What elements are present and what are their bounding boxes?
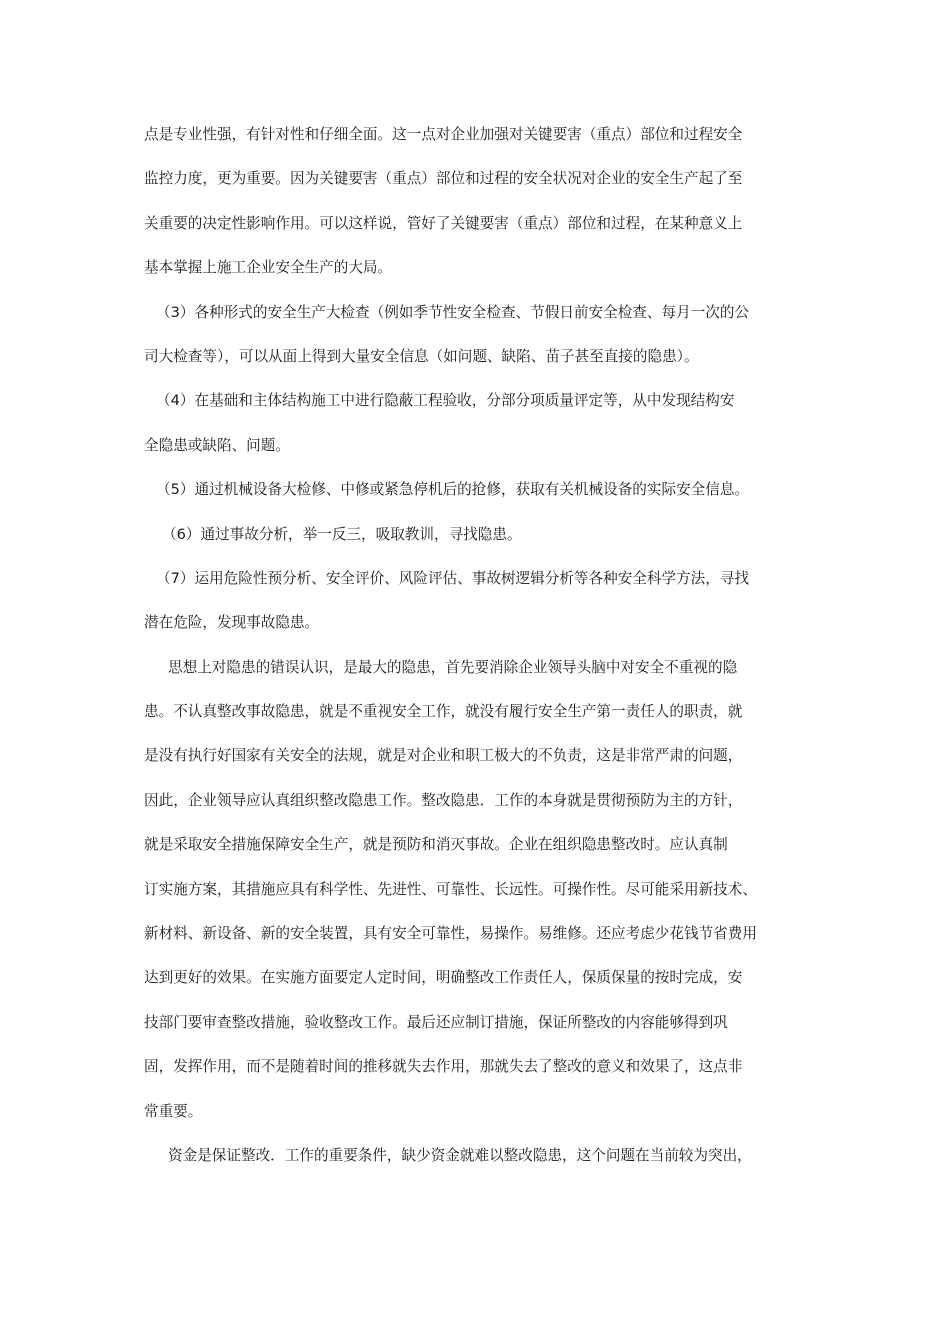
list-item-5: （5）通过机械设备大检修、中修或紧急停机后的抢修，获取有关机械设备的实际安全信息。 (156, 481, 750, 499)
paragraph-line: 司大检查等），可以从面上得到大量安全信息（如问题、缺陷、苗子甚至直接的隐患）。 (144, 347, 699, 365)
paragraph-line: 订实施方案，其措施应具有科学性、先进性、可靠性、长远性。可操作性。尽可能采用新技术、 (144, 880, 757, 898)
list-item-4: （4）在基础和主体结构施工中进行隐蔽工程验收，分部分项质量评定等，从中发现结构安 (156, 392, 735, 410)
paragraph-line: 关重要的决定性影响作用。可以这样说，管好了关键要害（重点）部位和过程，在某种意义上 (144, 214, 743, 232)
document-body (144, 124, 814, 1189)
list-item-6: （6）通过事故分析，举一反三，吸取教训，寻找隐患。 (162, 525, 522, 543)
paragraph-line: 固，发挥作用，而不是随着时间的推移就失去作用，那就失去了整改的意义和效果了，这点非 (144, 1058, 743, 1076)
paragraph-line: 点是专业性强，有针对性和仔细全面。这一点对企业加强对关键要害（重点）部位和过程安全 (144, 126, 743, 143)
paragraph-line: 潜在危险，发现事故隐患。 (144, 614, 320, 632)
list-item-3: （3）各种形式的安全生产大检查（例如季节性安全检查、节假日前安全检查、每月一次的公 (156, 303, 750, 321)
paragraph-line: 因此，企业领导应认真组织整改隐患工作。整改隐患．工作的本身就是贯彻预防为主的方针， (144, 791, 743, 809)
list-item-7: （7）运用危险性预分析、安全评价、风险评估、事故树逻辑分析等各种安全科学方法，寻找 (156, 569, 750, 587)
paragraph-line: 就是采取安全措施保障安全生产，就是预防和消灭事故。企业在组织隐患整改时。应认真制 (144, 836, 728, 854)
paragraph-line: 监控力度，更为重要。因为关键要害（重点）部位和过程的安全状况对企业的安全生产起了至 (144, 170, 743, 188)
paragraph-start: 思想上对隐患的错误认识，是最大的隐患，首先要消除企业领导头脑中对安全不重视的隐 (168, 658, 738, 676)
paragraph-line: 患。不认真整改事故隐患，就是不重视安全工作，就没有履行安全生产第一责任人的职责，就 (144, 703, 743, 721)
paragraph-line: 达到更好的效果。在实施方面要定人定时间，明确整改工作责任人，保质保量的按时完成，安 (144, 969, 743, 987)
paragraph-line: 技部门要审查整改措施，验收整改工作。最后还应制订措施，保证所整改的内容能够得到巩 (144, 1013, 728, 1031)
paragraph-start: 资金是保证整改．工作的重要条件，缺少资金就难以整改隐患，这个问题在当前较为突出， (168, 1146, 752, 1164)
paragraph-line: 是没有执行好国家有关安全的法规，就是对企业和职工极大的不负责，这是非常严肃的问题， (144, 747, 743, 765)
paragraph-line: 常重要。 (144, 1102, 203, 1120)
paragraph-line: 基本掌握上施工企业安全生产的大局。 (144, 259, 393, 277)
paragraph-line: 新材料、新设备、新的安全装置，具有安全可靠性，易操作。易维修。还应考虑少花钱节省费用 (144, 925, 757, 943)
paragraph-line: 全隐患或缺陷、问题。 (144, 436, 290, 454)
